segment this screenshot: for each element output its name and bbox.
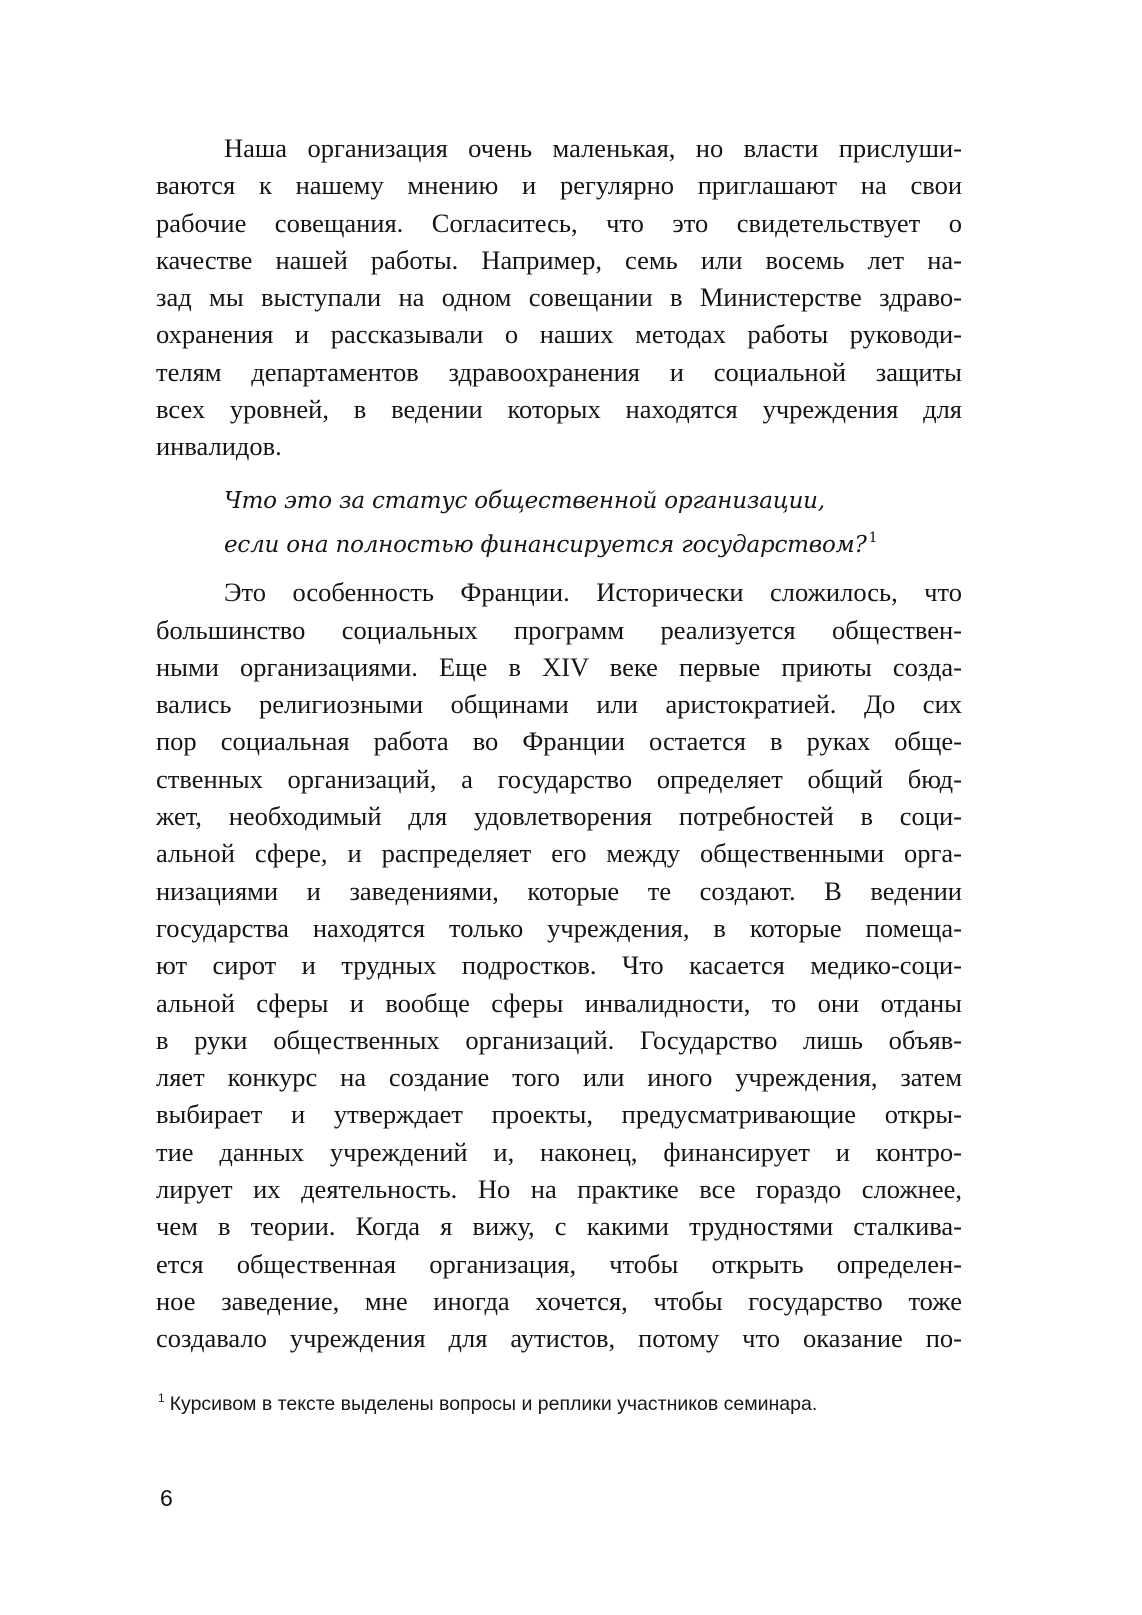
footnote-reference[interactable]: 1 [868,529,878,546]
text-line: выбирает и утверждает проекты, предусматривающие откры- [156,1099,962,1130]
text-line: лирует их деятельность. Но на практике все гораздо сложнее, [156,1174,962,1205]
footnote-mark: 1 [158,1391,165,1405]
text-line: тие данных учреждений и, наконец, финансирует и контро- [156,1136,962,1167]
text-line: ют сирот и трудных подростков. Что касается медико-соци- [156,950,962,981]
body-text [156,130,962,1358]
text-line: государства находятся только учреждения, в которые помеща- [156,912,962,943]
text-line: ственных организаций, а государство определяет общий бюд- [156,763,962,794]
text-line: большинство социальных программ реализуется обществен- [156,614,962,645]
question-line: Что это за статус общественной организации, [224,487,825,514]
text-line: чем в теории. Когда я вижу, с какими трудностями сталкива- [156,1211,962,1242]
question-text: если она полностью финансируется государством? [224,531,867,558]
text-line: низациями и заведениями, которые те создают. В ведении [156,875,962,906]
text-line: инвалидов. [156,431,282,462]
text-line: зад мы выступали на одном совещании в Министерстве здраво- [156,282,962,313]
text-line: вались религиозными общинами или аристократией. До сих [156,689,962,720]
text-line: всех уровней, в ведении которых находятся учреждения для [156,394,962,425]
italic-question [156,483,962,558]
text-line: в руки общественных организаций. Государство лишь объяв- [156,1024,962,1055]
paragraph-answer [156,574,962,1357]
text-line: охранения и рассказывали о наших методах работы руководи- [156,319,962,350]
text-line: рабочие совещания. Согласитесь, что это свидетельствует о [156,207,962,238]
text-line: альной сферы и вообще сферы инвалидности, то они отданы [156,987,962,1018]
text-line: Наша организация очень маленькая, но власти прислуши- [224,133,962,163]
footnote-text: Курсивом в тексте выделены вопросы и реплики участников семинара. [169,1393,818,1415]
text-line: ется общественная организация, чтобы открыть определен- [156,1248,962,1279]
text-line: создавало учреждения для аутистов, потому что оказание по- [156,1323,962,1354]
footnote [158,1391,968,1416]
text-line: телям департаментов здравоохранения и социальной защиты [156,356,962,387]
text-line: ное заведение, мне иногда хочется, чтобы государство тоже [156,1285,962,1316]
text-line: качестве нашей работы. Например, семь или восемь лет на- [156,244,962,275]
text-line: ляет конкурс на создание того или иного учреждения, затем [156,1062,962,1093]
page-number: 6 [160,1485,173,1511]
text-line: Это особенность Франции. Исторически сложилось, что [224,577,962,608]
text-line: пор социальная работа во Франции остается в руках обще- [156,726,962,757]
question-line [224,520,962,557]
text-line: ваются к нашему мнению и регулярно приглашают на свои [156,170,962,201]
text-line: жет, необходимый для удовлетворения потребностей в соци- [156,801,962,832]
text-line: альной сфере, и распределяет его между общественными орга- [156,838,962,869]
paragraph-intro [156,130,962,466]
text-line: ными организациями. Еще в XIV веке первые приюты созда- [156,651,962,682]
